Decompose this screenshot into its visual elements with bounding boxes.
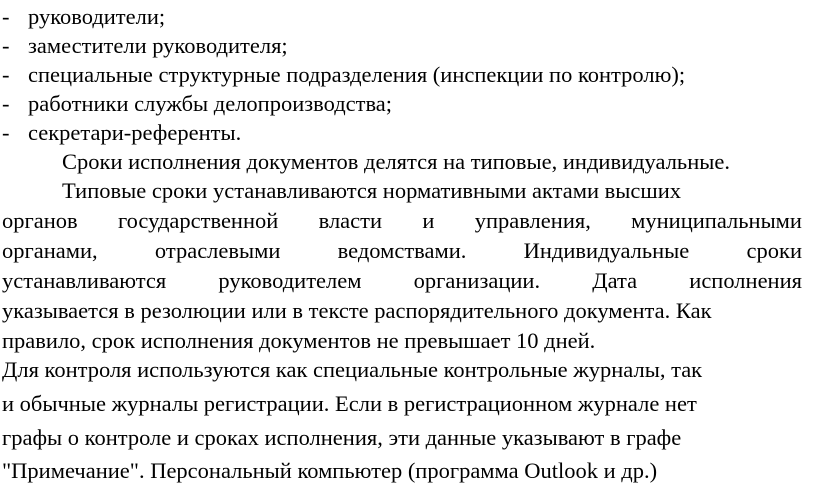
word: органами, <box>2 238 98 263</box>
word: власти <box>318 208 383 233</box>
list-item-text: работники службы делопроизводства; <box>28 91 393 116</box>
justified-line <box>2 206 802 236</box>
paragraph-text: указывается в резолюции или в тексте распорядительного документа. Как <box>2 298 712 323</box>
list-item-text: заместители руководителя; <box>28 33 288 58</box>
list-dash: - <box>2 91 10 116</box>
word: управления, <box>474 208 591 233</box>
paragraph-text: "Примечание". Персональный компьютер (программа Outlook и др.) <box>2 458 658 483</box>
word: сроки <box>746 238 802 263</box>
list-item-text: руководители; <box>28 4 166 29</box>
paragraph-text: Сроки исполнения документов делятся на типовые, индивидуальные. <box>62 149 730 174</box>
list-dash: - <box>2 4 10 29</box>
list-item-text: секретари-референты. <box>28 120 242 145</box>
paragraph-text: правило, срок исполнения документов не превышает 10 дней. <box>2 328 596 353</box>
word: ведомствами. <box>337 238 467 263</box>
word: органов <box>2 208 78 233</box>
word: муниципальными <box>631 208 802 233</box>
paragraph-text: Типовые сроки устанавливаются нормативными актами высших <box>62 178 682 203</box>
list-dash: - <box>2 33 10 58</box>
list-dash: - <box>2 120 10 145</box>
word: Дата <box>592 268 638 293</box>
list-dash: - <box>2 62 10 87</box>
justified-line <box>2 266 802 296</box>
word: руководителем <box>218 268 362 293</box>
paragraph-text: графы о контроле и сроках исполнения, эти данные указывают в графе <box>2 425 682 450</box>
word: государственной <box>117 208 279 233</box>
word: исполнения <box>689 268 802 293</box>
word: устанавливаются <box>2 268 167 293</box>
paragraph-text: Для контроля используются как специальные контрольные журналы, так <box>2 357 703 382</box>
word: организации. <box>413 268 541 293</box>
word: отраслевыми <box>154 238 281 263</box>
word: и <box>422 208 435 233</box>
list-item-text: специальные структурные подразделения (инспекции по контролю); <box>28 62 686 87</box>
justified-line <box>2 236 802 266</box>
word: Индивидуальные <box>523 238 690 263</box>
paragraph-text: и обычные журналы регистрации. Если в регистрационном журнале нет <box>2 391 697 416</box>
